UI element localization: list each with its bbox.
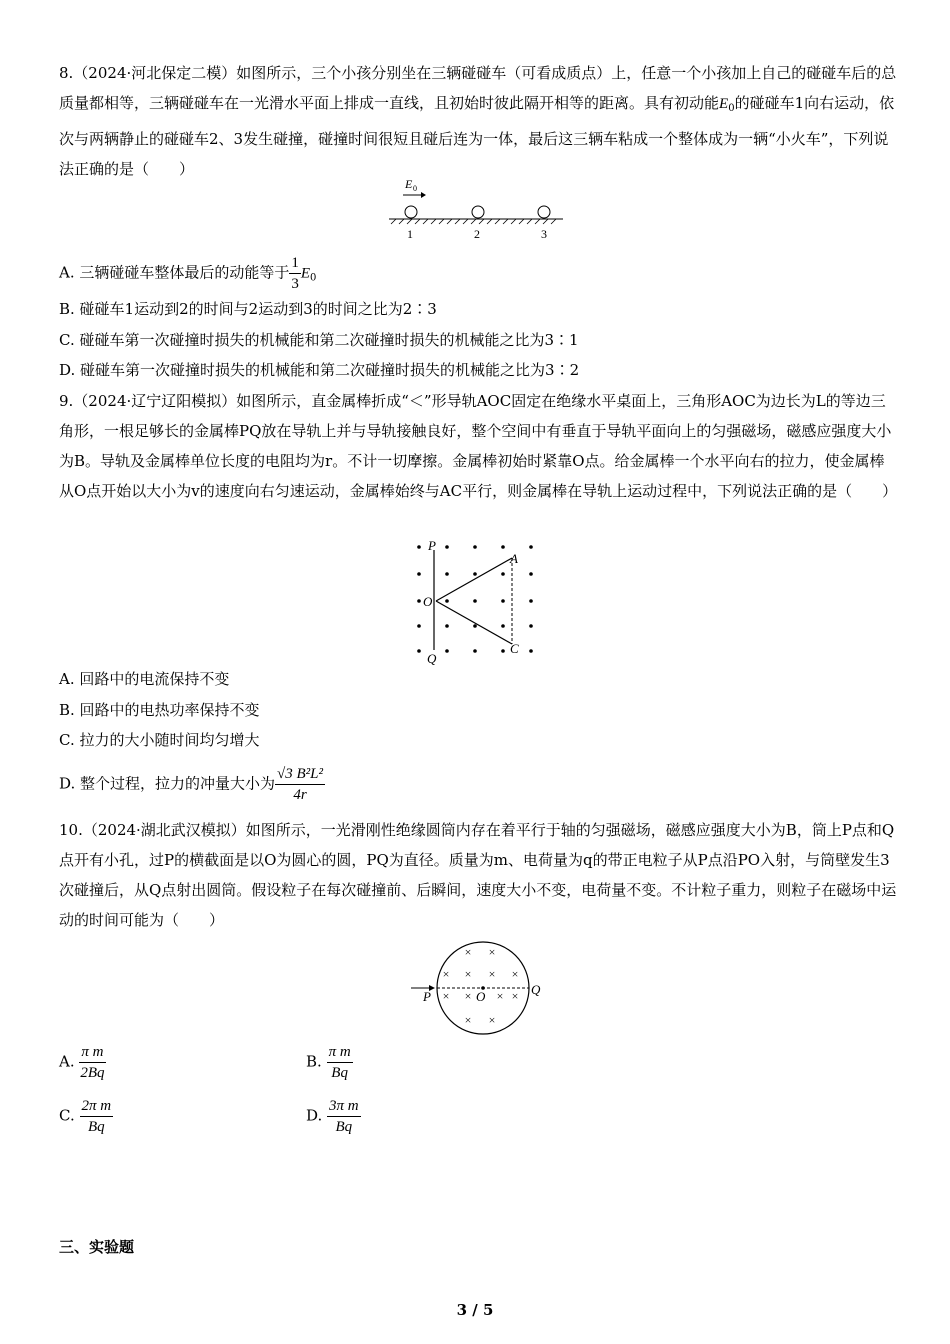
car-3 [538,206,550,218]
q9-option-d[interactable]: D. 整个过程，拉力的冲量大小为 $\frac{\text{√3 B²L²}}{4r}$ [59,766,324,803]
label-q: Q [531,982,541,997]
svg-text:×: × [496,989,504,1003]
svg-text:×: × [442,967,450,981]
q10-option-a[interactable]: A. $\frac{\text{π m}}{2Bq}$ [59,1044,105,1081]
label-p: P [423,989,431,1004]
q8-option-d[interactable]: D. 碰碰车第一次碰撞时损失的机械能和第二次碰撞时损失的机械能之比为3∶2 [59,361,580,379]
q9-stem: 9.（2024·辽宁辽阳模拟）如图所示，直金属棒折成“＜”形导轨AOC固定在绝缘水平桌面上，三角形AOC为边长为L的等边三角形，一根足够长的金属棒PQ放在导轨上并与导轨接触良好，整个空间中有垂直于导轨平面向上的匀强磁场，磁感应强度大小为B。导轨及金属棒单位长度的电阻均为r。不计一切摩擦。金属棒初始时紧靠O点。给金属棒一个水平向右的拉力，使金属棒从O点开始以大小为v的速度向右匀速运动，金属棒始终与AC平行，则金属棒在导轨上运动过程中，下列说法正确的是（ ） [59,392,898,500]
rail-oa [436,558,512,601]
q10-option-d[interactable]: D. $\frac{\text{3π m}}{Bq}$ [306,1098,359,1135]
svg-text:×: × [464,945,472,959]
q8-option-c[interactable]: C. 碰碰车第一次碰撞时损失的机械能和第二次碰撞时损失的机械能之比为3∶1 [59,331,579,349]
section-title: 三、实验题 [59,1238,135,1256]
q8-option-b[interactable]: B. 碰碰车1运动到2的时间与2运动到3的时间之比为2∶3 [59,300,437,318]
q10-figure [405,938,550,1038]
velocity-arrowhead [421,192,426,198]
rail-oc [436,601,512,644]
q10-stem: 10.（2024·湖北武汉模拟）如图所示，一光滑刚性绝缘圆筒内存在着平行于轴的匀强磁场，磁感应强度大小为B，筒上P点和Q点开有小孔，过P的横截面是以O为圆心的圆，PQ为直径。质量为m、电荷量为q的带正电粒子从P点沿PO入射，与筒壁发生3次碰撞后，从Q点射出圆筒。假设粒子在每次碰撞前、后瞬间，速度大小不变，电荷量不变。不计粒子重力，则粒子在磁场中运动的时间可能为（ ） [59,821,897,929]
svg-text:×: × [464,967,472,981]
ground-hatch [391,219,556,224]
label-o: O [423,594,433,609]
label-p: P [428,538,436,553]
q8-stem: 8.（2024·河北保定二模）如图所示，三个小孩分别坐在三辆碰碰车（可看成质点）上，任意一个小孩加上自己的碰碰车后的总质量都相等，三辆碰碰车在一光滑水平面上排成一直线，且初始时彼此隔开相等的距离。具有初动能$E_0$的碰碰车1向右运动，依次与两辆静止的碰碰车2、3发生碰撞，碰撞时间很短且碰后连为一体，最后这三辆车粘成一个整体成为一辆“小火车”，下列说法正确的是（ ） [59,64,897,178]
car-label-3: 3 [541,227,547,241]
q9-figure [405,536,545,666]
fig-e0-sub: 0 [413,184,417,193]
svg-text:×: × [464,989,472,1003]
q9-option-b[interactable]: B. 回路中的电热功率保持不变 [59,701,260,719]
svg-text:×: × [488,967,496,981]
q8-figure [385,176,565,242]
svg-text:×: × [464,1013,472,1027]
svg-text:×: × [488,1013,496,1027]
car-2 [472,206,484,218]
car-label-2: 2 [474,227,480,241]
fig-e0-label: E [405,177,413,191]
car-label-1: 1 [407,227,413,241]
svg-text:×: × [488,945,496,959]
svg-text:×: × [511,989,519,1003]
q10-option-b[interactable]: B. $\frac{\text{π m}}{Bq}$ [306,1044,351,1081]
page-number: 3 / 5 [456,1301,494,1319]
svg-text:×: × [442,989,450,1003]
q9-option-c[interactable]: C. 拉力的大小随时间均匀增大 [59,731,260,749]
label-q: Q [427,651,437,666]
field-cross-marks [443,945,519,1027]
q9-option-a[interactable]: A. 回路中的电流保持不变 [59,670,230,688]
label-c: C [510,641,519,656]
car-1 [405,206,417,218]
label-a: A [510,551,518,566]
q8-option-a[interactable]: A. 三辆碰碰车整体最后的动能等于 $\frac{1}{3}$ $E_0$ [59,255,317,292]
label-o: O [476,989,486,1004]
q10-option-c[interactable]: C. $\frac{\text{2π m}}{Bq}$ [59,1098,112,1135]
svg-text:×: × [511,967,519,981]
